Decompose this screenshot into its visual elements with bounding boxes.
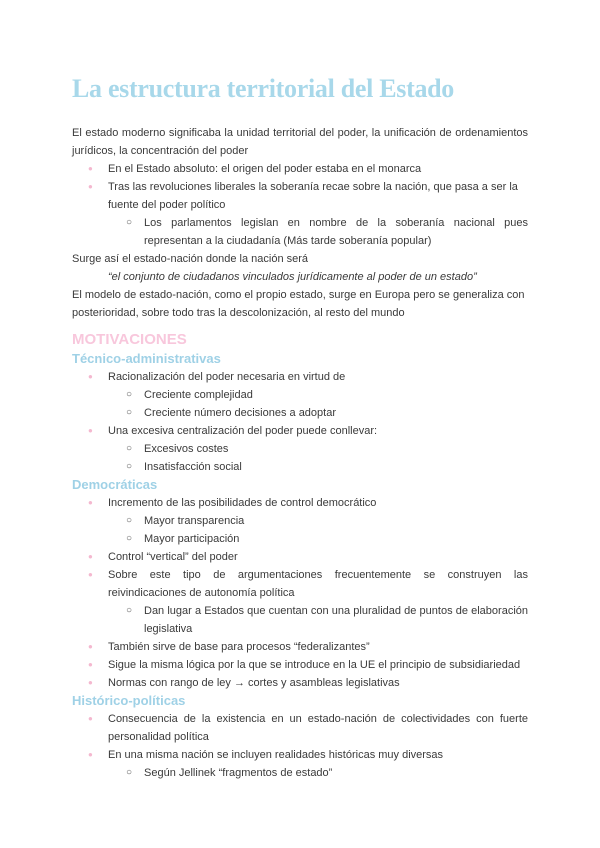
historico-list [72,710,528,782]
dem-bullet-subsidiariedad: ● Sigue la misma lógica por la que se introduce en la UE el principio de subsidiariedad [72,656,528,674]
tecnico-sub-complejidad: ○ Creciente complejidad [72,386,528,404]
intro-sub-parlamentos: ○ Los parlamentos legislan en nombre de la soberanía nacional pues representan a la ciudadanía (Más tarde soberanía popular) [72,214,528,250]
dem-sub-transparencia: ○ Mayor transparencia [72,512,528,530]
dem-bullet-federalizantes: ● También sirve de base para procesos “federalizantes” [72,638,528,656]
hist-bullet-colectividades: ● Consecuencia de la existencia en un estado-nación de colectividades con fuerte personalidad política [72,710,528,746]
dem-bullet-vertical: ● Control “vertical” del poder [72,548,528,566]
surge-paragraph: Surge así el estado-nación donde la nación será [72,253,309,265]
intro-list [72,160,528,250]
motivaciones-heading: MOTIVACIONES [72,331,187,348]
intro-bullet-revoluciones: ● Tras las revoluciones liberales la soberanía recae sobre la nación, que pasa a ser la fuente del poder político [72,178,528,214]
page-title: La estructura territorial del Estado [72,74,455,103]
nation-quote: “el conjunto de ciudadanos vinculados jurídicamente al poder de un estado” [108,271,477,283]
tecnico-sub-costes: ○ Excesivos costes [72,440,528,458]
dem-bullet-normas: ● Normas con rango de ley → cortes y asambleas legislativas [72,674,528,692]
democraticas-heading: Democráticas [72,477,158,492]
historico-heading: Histórico-políticas [72,693,186,708]
democraticas-list [72,494,528,692]
model-paragraph: El modelo de estado-nación, como el propio estado, surge en Europa pero se generaliza con posterioridad, sobre todo tras la descolonización, al resto del mundo [72,289,525,319]
tecnico-sub-decisiones: ○ Creciente número decisiones a adoptar [72,404,528,422]
dem-bullet-argumentaciones: ● Sobre este tipo de argumentaciones frecuentemente se construyen las reivindicaciones de autonomía política [72,566,528,602]
intro-paragraph: El estado moderno significaba la unidad territorial del poder, la unificación de ordenamientos jurídicos, la concentración del poder [72,127,528,157]
dem-bullet-control: ● Incremento de las posibilidades de control democrático [72,494,528,512]
hist-bullet-realidades: ● En una misma nación se incluyen realidades históricas muy diversas [72,746,528,764]
tecnico-sub-insatisfaccion: ○ Insatisfacción social [72,458,528,476]
document-body [72,124,528,782]
intro-bullet-absoluto: ● En el Estado absoluto: el origen del poder estaba en el monarca [72,160,528,178]
dem-sub-pluralidad: ○ Dan lugar a Estados que cuentan con una pluralidad de puntos de elaboración legislativa [72,602,528,638]
tecnico-bullet-centralizacion: ● Una excesiva centralización del poder puede conllevar: [72,422,528,440]
tecnico-heading: Técnico-administrativas [72,351,221,366]
tecnico-list [72,368,528,476]
hist-sub-jellinek: ○ Según Jellinek “fragmentos de estado” [72,764,528,782]
tecnico-bullet-racionalizacion: ● Racionalización del poder necesaria en virtud de [72,368,528,386]
dem-sub-participacion: ○ Mayor participación [72,530,528,548]
